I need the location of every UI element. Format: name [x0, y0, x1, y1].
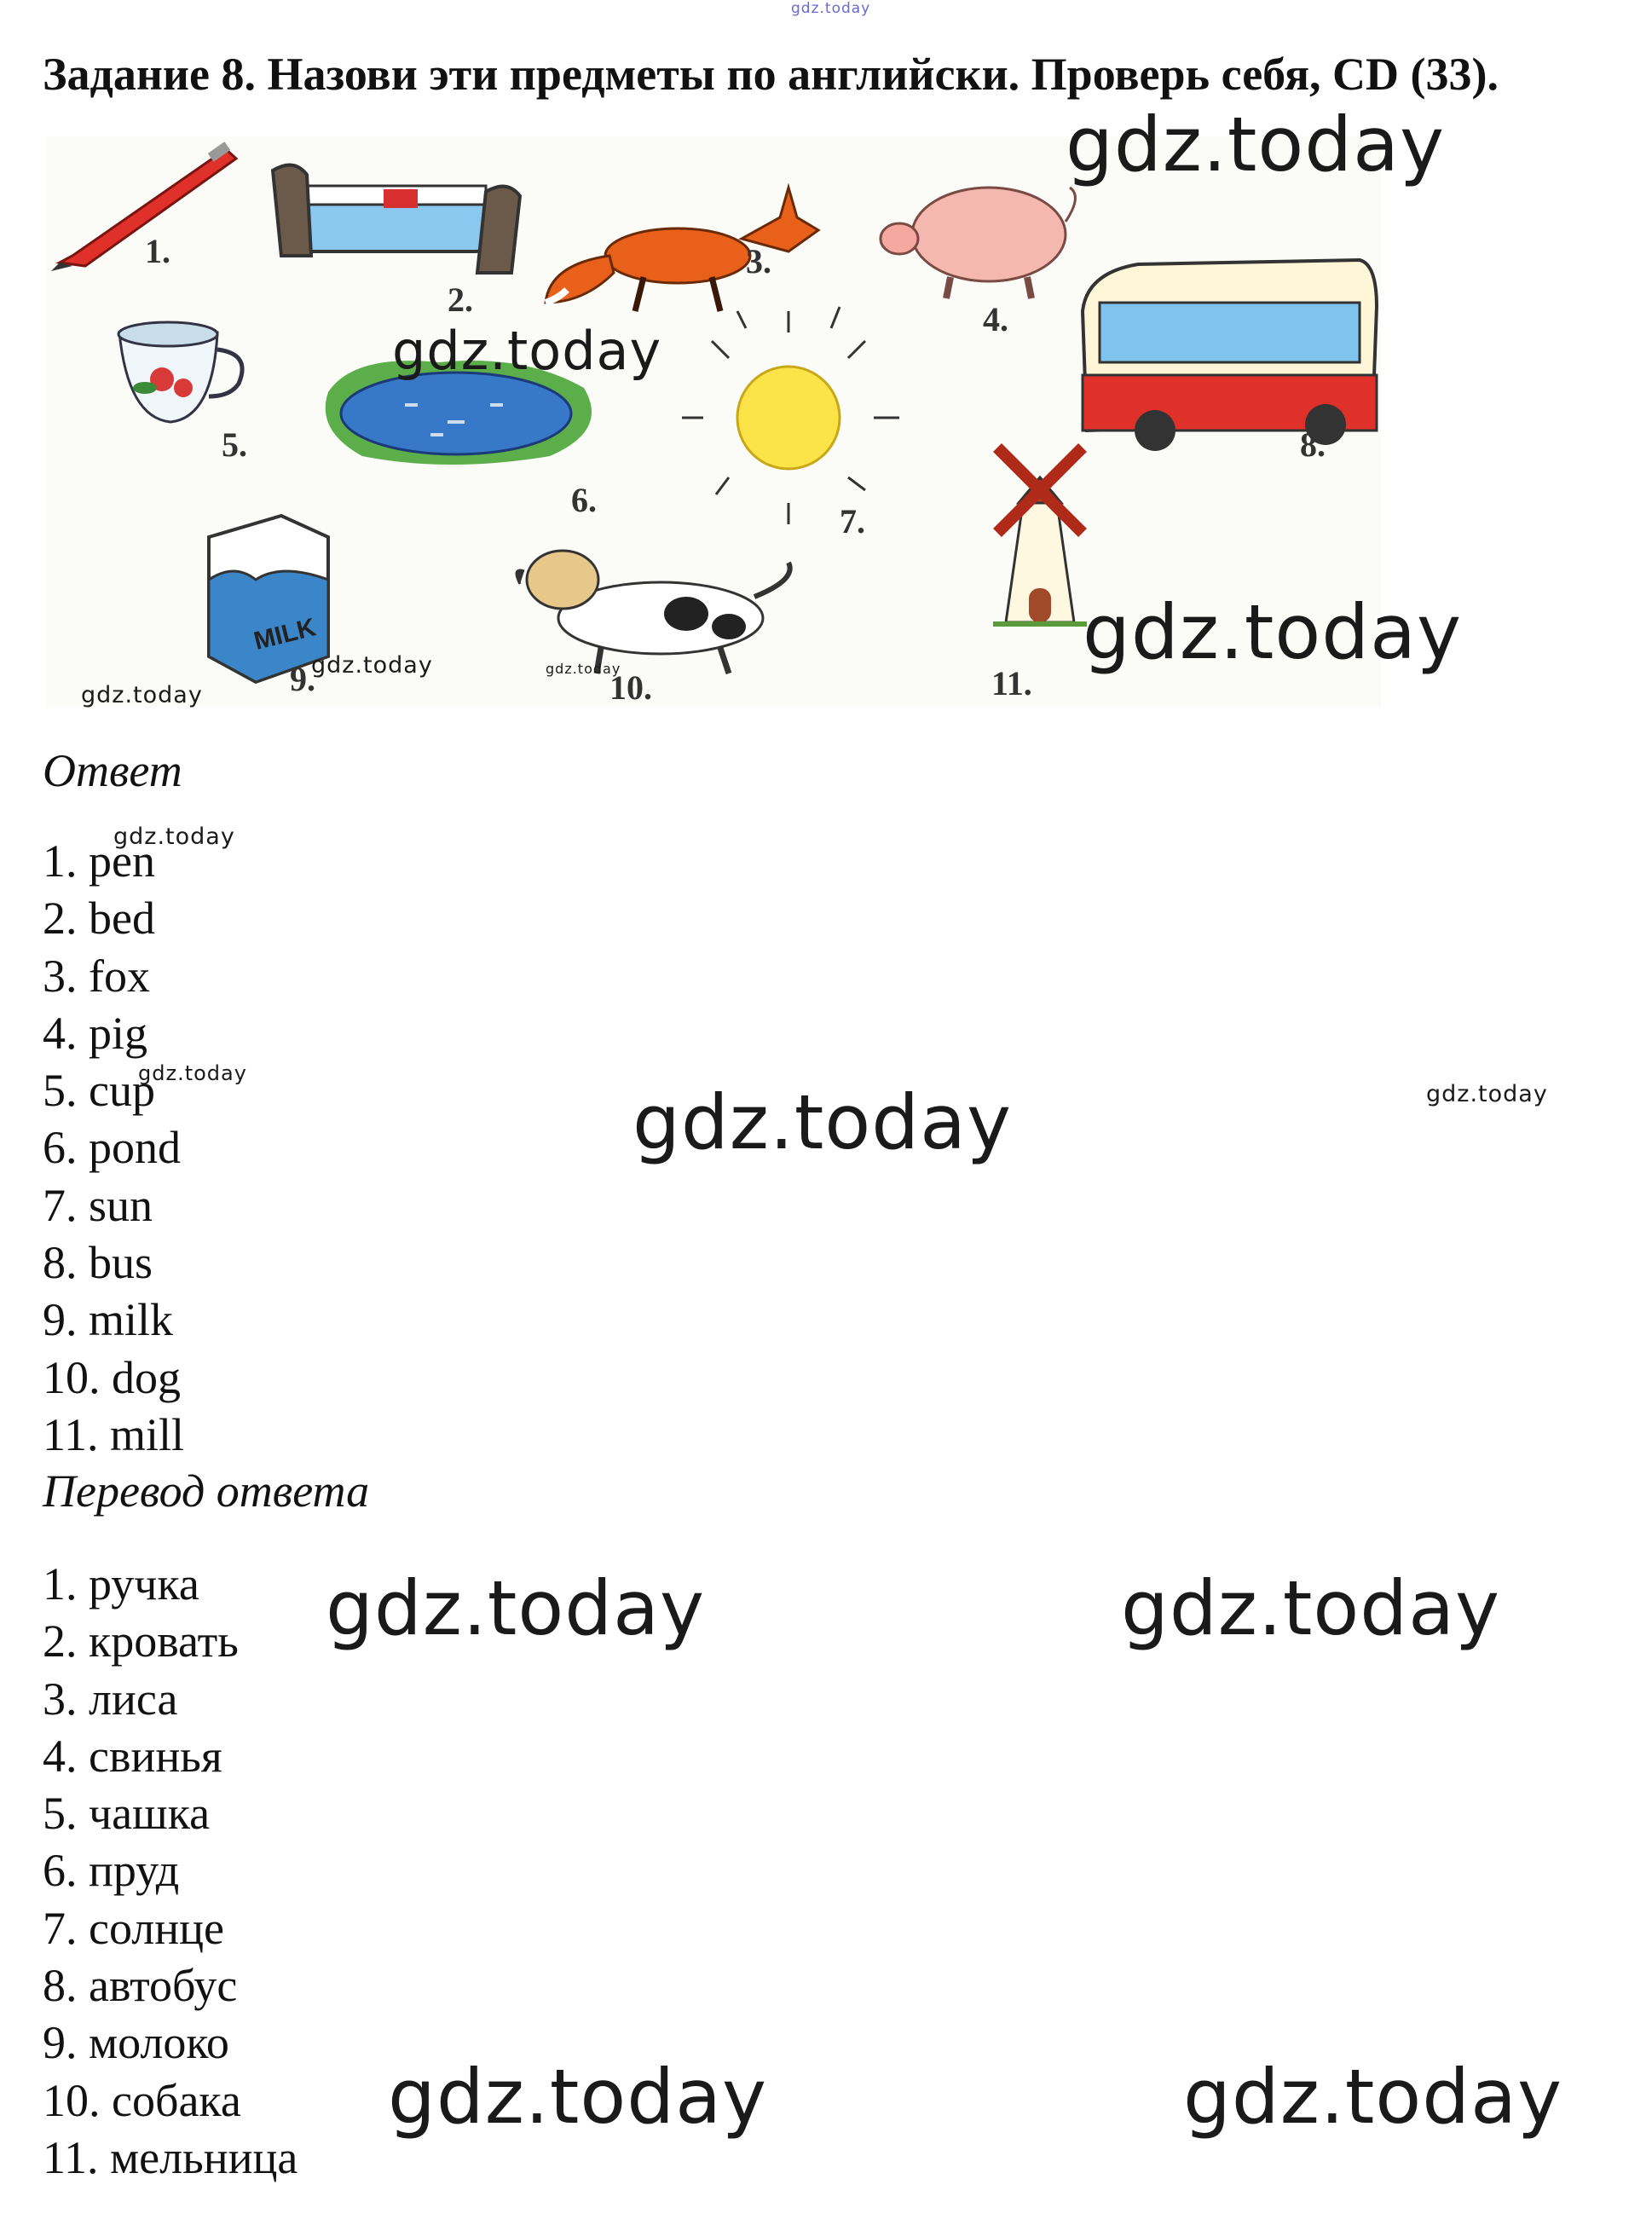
- task-title: Задание 8. Назови эти предметы по английски. Проверь себя, CD (33).: [43, 49, 1499, 100]
- watermark: gdz.today: [311, 652, 433, 679]
- list-item: 7. sun: [43, 1179, 153, 1231]
- list-item: 9. молоко: [43, 2017, 229, 2069]
- translation-heading: Перевод ответа: [43, 1465, 370, 1517]
- watermark: gdz.today: [392, 320, 662, 382]
- list-item: 6. пруд: [43, 1845, 180, 1897]
- list-item: 2. кровать: [43, 1615, 239, 1667]
- label-11: 11.: [991, 664, 1032, 702]
- list-item: 11. мельница: [43, 2131, 298, 2183]
- answer-list: [43, 833, 184, 1464]
- label-1: 1.: [145, 232, 170, 270]
- watermark: gdz.today: [1183, 2053, 1563, 2141]
- list-item: 8. bus: [43, 1237, 153, 1289]
- watermark: gdz.today: [138, 1061, 247, 1085]
- top-watermark: gdz.today: [791, 0, 871, 17]
- label-10: 10.: [609, 668, 652, 707]
- label-9: 9.: [290, 660, 315, 698]
- milk-carton-text: MILK: [251, 613, 319, 656]
- translation-list: [43, 1556, 297, 2187]
- watermark: gdz.today: [1426, 1081, 1548, 1107]
- watermark: gdz.today: [1121, 1564, 1501, 1652]
- label-5: 5.: [222, 425, 247, 464]
- watermark: gdz.today: [1083, 588, 1463, 676]
- label-8: 8.: [1300, 425, 1326, 464]
- list-item: 5. cup: [43, 1065, 155, 1117]
- label-7: 7.: [840, 502, 865, 540]
- label-6: 6.: [571, 481, 597, 519]
- list-item: 10. dog: [43, 1351, 181, 1403]
- label-2: 2.: [448, 280, 473, 319]
- list-item: 3. лиса: [43, 1673, 178, 1725]
- answer-heading: Ответ: [43, 745, 182, 796]
- list-item: 4. свинья: [43, 1730, 222, 1782]
- milk-picture: [209, 516, 328, 682]
- list-item: 11. mill: [43, 1408, 185, 1460]
- list-item: 8. автобус: [43, 1960, 238, 2012]
- label-4: 4.: [983, 300, 1008, 338]
- list-item: 4. pig: [43, 1007, 148, 1059]
- list-item: 1. pen: [43, 835, 155, 887]
- label-3: 3.: [746, 242, 771, 280]
- list-item: 6. pond: [43, 1122, 181, 1174]
- watermark: gdz.today: [546, 661, 621, 677]
- watermark: gdz.today: [113, 824, 235, 850]
- list-item: 3. fox: [43, 950, 150, 1002]
- watermark: gdz.today: [81, 682, 203, 708]
- list-item: 1. ручка: [43, 1558, 199, 1610]
- watermark: gdz.today: [1066, 101, 1446, 188]
- watermark: gdz.today: [326, 1564, 706, 1652]
- list-item: 7. солнце: [43, 1902, 224, 1954]
- list-item: 9. milk: [43, 1294, 174, 1346]
- list-item: 10. собака: [43, 2074, 241, 2126]
- list-item: 2. bed: [43, 893, 155, 945]
- watermark: gdz.today: [632, 1078, 1013, 1166]
- list-item: 5. чашка: [43, 1788, 211, 1840]
- watermark: gdz.today: [388, 2053, 768, 2141]
- bus-picture: [1083, 260, 1377, 451]
